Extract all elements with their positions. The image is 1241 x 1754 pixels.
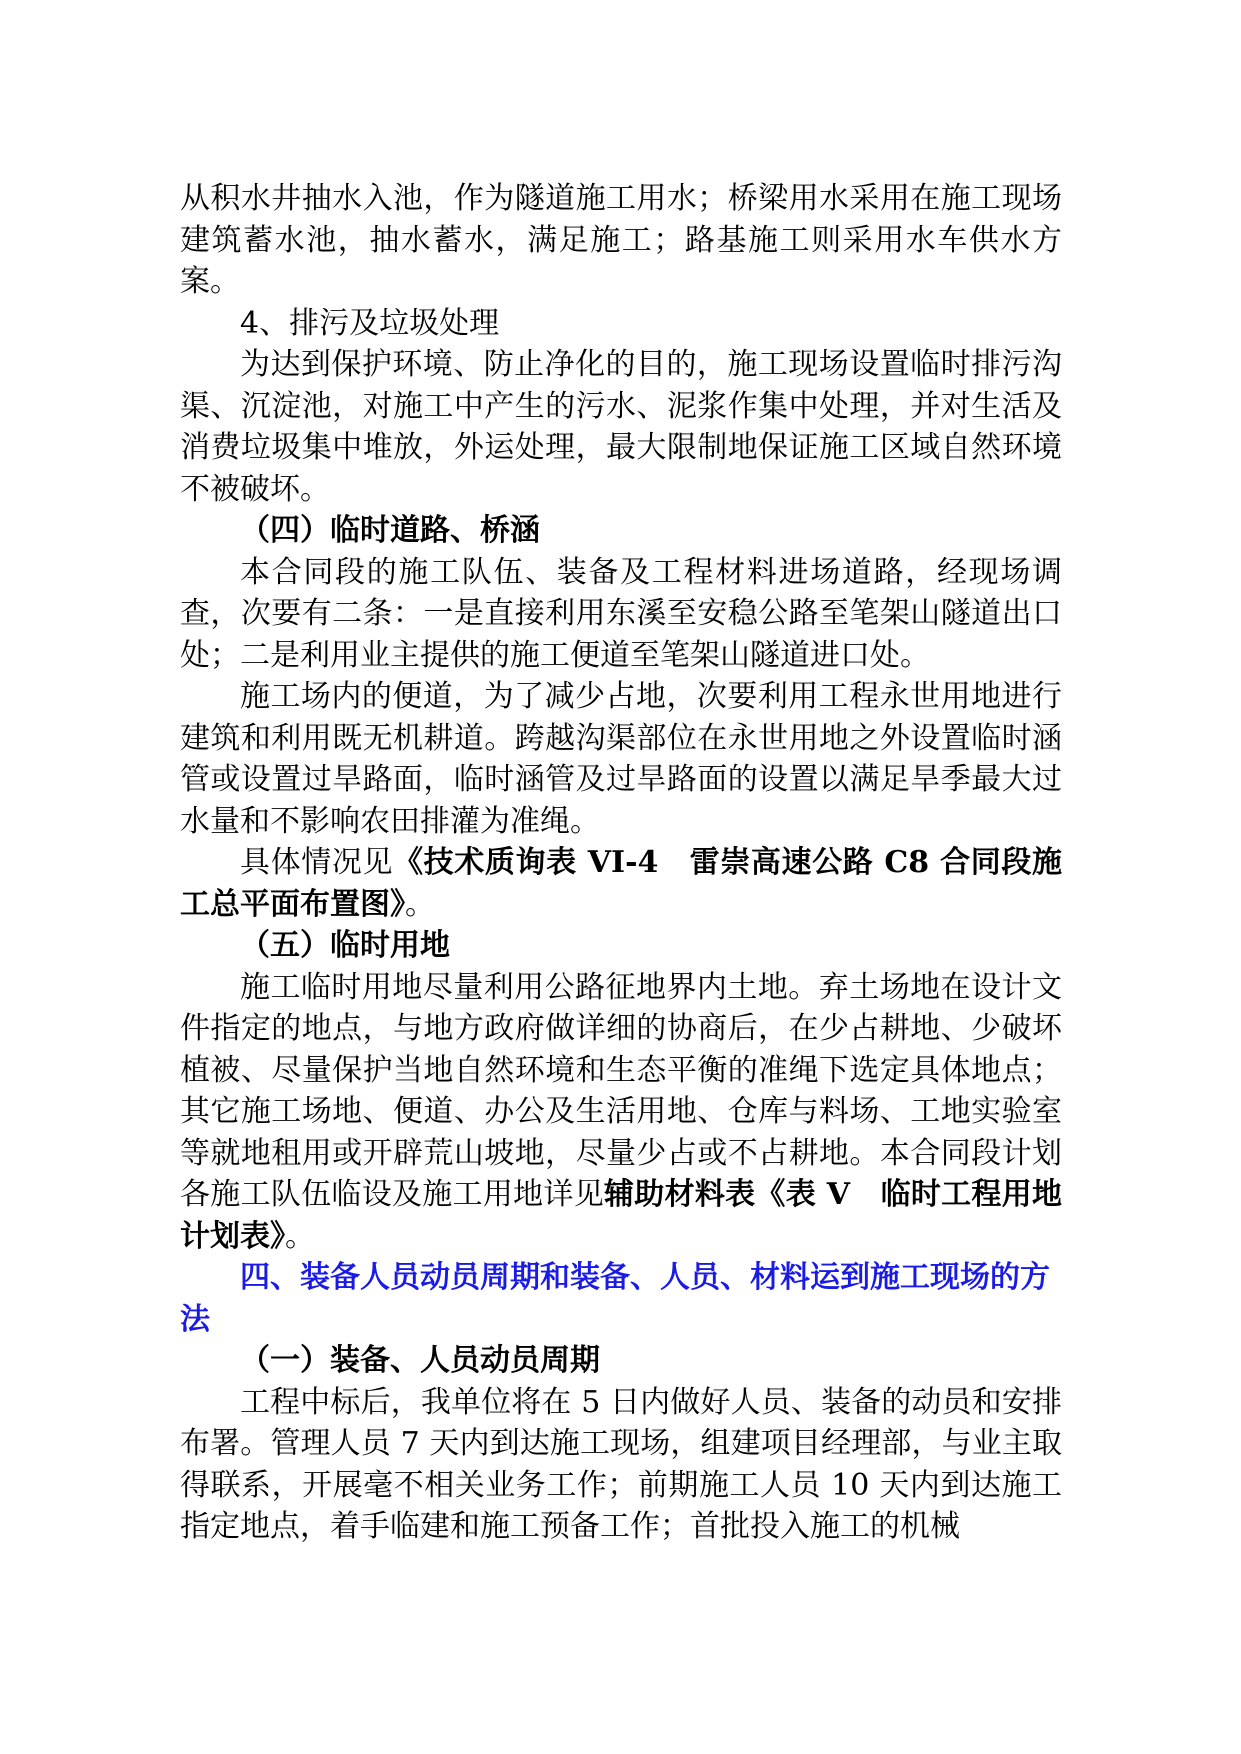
text-run: 具体情况见 [240, 845, 394, 880]
paragraph-site-roads: 施工场内的便道，为了减少占地，次要利用工程永世用地进行建筑和利用既无机耕道。跨越沟渠部位在永世用地之外设置临时涵管或设置过旱路面，临时涵管及过旱路面的设置以满足旱季最大过水量和不影响农田排灌为准绳。 [180, 679, 1062, 839]
land-plan-reference: 辅助材料表《表 V 临时工程用地计划表》 [180, 1177, 1062, 1254]
paragraph-layout-reference [180, 842, 1062, 925]
paragraph-water-supply: 从积水井抽水入池，作为隧道施工用水；桥梁用水采用在施工现场建筑蓄水池，抽水蓄水，满足施工；路基施工则采用水车供水方案。 [180, 181, 1062, 299]
paragraph-mobilization: 工程中标后，我单位将在 5 日内做好人员、装备的动员和安排布署。管理人员 7 天内到达施工现场，组建项目经理部，与业主取得联系，开展毫不相关业务工作；前期施工人员 10 天内到达施工指定地点，着手临建和施工预备工作；首批投入施工的机械 [180, 1384, 1062, 1544]
paragraph-sewage: 为达到保护环境、防止净化的目的，施工现场设置临时排污沟渠、沉淀池，对施工中产生的污水、泥浆作集中处理，并对生活及消费垃圾集中堆放，外运处理，最大限制地保证施工区域自然环境不被破坏。 [180, 347, 1062, 507]
heading-temporary-land: （五）临时用地 [240, 928, 450, 963]
heading-temporary-roads: （四）临时道路、桥涵 [240, 513, 540, 548]
layout-plan-reference: 《技术质询表 VI-4 雷崇高速公路 C8 合同段施工总平面布置图》 [180, 845, 1063, 922]
heading-mobilization-period: （一）装备、人员动员周期 [240, 1343, 600, 1378]
section-heading-mobilization: 四、装备人员动员周期和装备、人员、材料运到施工现场的方法 [180, 1260, 1050, 1337]
text-run: 。 [405, 886, 435, 922]
item-sewage-heading: 4、排污及垃圾处理 [240, 305, 500, 341]
paragraph-temporary-land [180, 967, 1062, 1258]
text-run: 施工临时用地尽量利用公路征地界内土地。弃土场地在设计文件指定的地点，与地方政府做详细的协商后，在少占耕地、少破坏植被、尽量保护当地自然环境和生态平衡的准绳下选定具体地点；其它施工场地、便道、办公及生活用地、仓库与料场、工地实验室等就地租用或开辟荒山坡地，尽量少占或不占耕地。本合同段计划各施工队伍临设及施工用地详见 [180, 969, 1062, 1212]
text-run: 。 [285, 1218, 315, 1254]
document-page [180, 178, 1062, 1548]
paragraph-access-roads: 本合同段的施工队伍、装备及工程材料进场道路，经现场调查，次要有二条：一是直接利用东溪至安稳公路至笔架山隧道出口处；二是利用业主提供的施工便道至笔架山隧道进口处。 [180, 554, 1062, 673]
